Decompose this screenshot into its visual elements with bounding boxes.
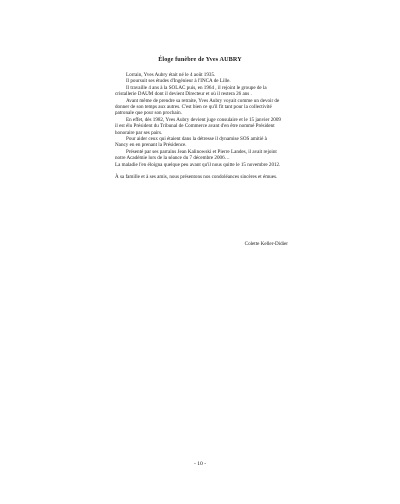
body-line: Avant même de prendre sa retraite, Yves Aubry voyait comme un devoir de bbox=[126, 97, 280, 104]
document-title: Éloge funèbre de Yves AUBRY bbox=[158, 56, 242, 63]
body-line: Lorrain, Yves Aubry était né le 4 août 1935. bbox=[126, 72, 216, 78]
body-line: donner de son temps aux autres. C'est bien ce qu'il fit tant pour la collectivité bbox=[115, 104, 272, 111]
signature: Colette Keller-Didier bbox=[244, 241, 288, 247]
body-line: notre Académie lors de la séance du 7 décembre 2006… bbox=[115, 155, 230, 162]
body-line: honoraire par ses pairs. bbox=[115, 129, 163, 136]
page-number: - 10 - bbox=[193, 461, 207, 467]
document-body bbox=[115, 72, 287, 181]
body-line: Pour aider ceux qui étaient dans la détresse il dynamise SOS amitié à bbox=[126, 136, 267, 143]
body-line: Il travaille 4 ans à la SOLAC puis, en 1964 , il rejoint le groupe de la bbox=[126, 84, 267, 91]
body-line: En effet, dès 1982, Yves Aubry devient juge consulaire et le 15 janvier 2009 bbox=[126, 116, 281, 123]
body-line: Présenté par ses parrains Jean Kalinowski et Pierre Landes, il avait rejoint bbox=[126, 148, 277, 155]
body-line: Nancy en en prenant la Présidence. bbox=[115, 142, 187, 149]
body-line: patronale que pour son prochain. bbox=[115, 110, 182, 117]
body-line: cristallerie DAUM dont il devient Directeur et où il restera 26 ans . bbox=[115, 91, 252, 98]
body-line: À sa famille et à ses amis, nous présentons nos condoléances sincères et émues. bbox=[115, 174, 278, 181]
body-line: La maladie l'en éloigna quelque peu avant qu'il nous quitte le 15 novembre 2012. bbox=[115, 161, 281, 168]
body-line: il est élu Président du Tribunal de Commerce avant d'en être nommé Président bbox=[115, 123, 275, 130]
body-line: Il poursuit ses études d'Ingénieur à l'INCA de Lille. bbox=[126, 78, 231, 85]
